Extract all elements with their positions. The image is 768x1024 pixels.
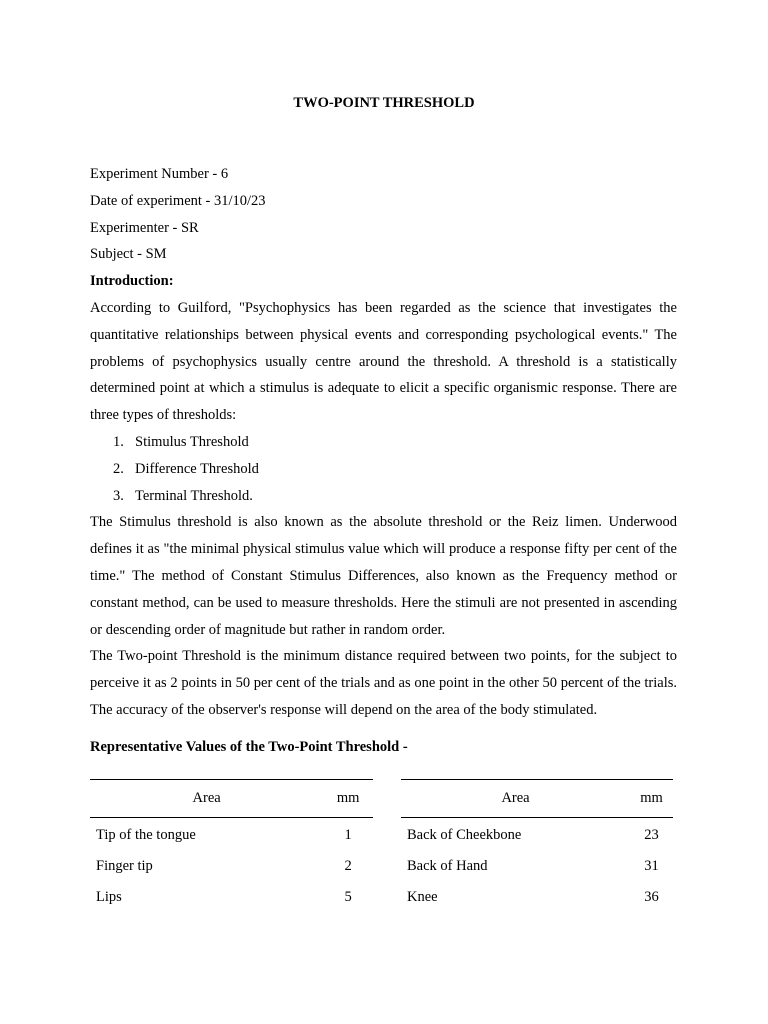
table-cell-mm: 36: [644, 889, 659, 905]
introduction-heading: Introduction:: [90, 273, 174, 290]
introduction-paragraph-2: The Stimulus threshold is also known as the absolute threshold or the Reiz limen. Underwood defines it as "the minimal physical stimulus value which will produce a response fifty per cent of the time." The method of Constant Stimulus Differences, also known as the Frequency method or constant method, can be used to measure thresholds. Here the stimuli are not presented in ascending or descending order of magnitude but rather in random order.: [90, 514, 677, 638]
column-header-area: Area: [90, 780, 323, 818]
table-cell-mm: 31: [644, 858, 659, 874]
list-item-text: Terminal Threshold.: [135, 487, 253, 504]
table-cell-area: Tip of the tongue: [96, 827, 196, 843]
values-table-left: [90, 779, 373, 913]
experimenter: Experimenter - SR: [90, 219, 199, 236]
table-cell-area: Finger tip: [96, 858, 153, 874]
list-item: [90, 483, 677, 510]
table-cell-mm: 1: [344, 827, 352, 843]
table-row: [90, 851, 373, 882]
experiment-number: Experiment Number - 6: [90, 166, 229, 182]
introduction-paragraph-3: The Two-point Threshold is the minimum distance required between two points, for the subject to perceive it as 2 points in 50 per cent of the trials and as one point in the other 50 percent of the trials. The accuracy of the observer's response will depend on the area of the body stimulated.: [90, 648, 677, 718]
column-header-mm: mm: [630, 780, 673, 818]
column-header-mm: mm: [323, 780, 373, 818]
table-row: [90, 882, 373, 913]
table-heading: Representative Values of the Two-Point Threshold -: [90, 739, 408, 755]
list-item-number: 1.: [113, 433, 124, 450]
table-row: [401, 818, 673, 852]
table-row: [401, 851, 673, 882]
introduction-paragraph-1: According to Guilford, "Psychophysics has been regarded as the science that investigates the quantitative relationships between physical events and corresponding psychological events." The problems of psychophysics usually centre around the threshold. A threshold is a statistically determined point at which a stimulus is adequate to elicit a specific organismic response. There are three types of thresholds:: [90, 299, 677, 424]
table-cell-area: Back of Hand: [407, 858, 488, 874]
list-item-number: 3.: [113, 487, 124, 504]
experiment-date: Date of experiment - 31/10/23: [90, 192, 266, 209]
table-row: [401, 882, 673, 913]
table-cell-mm: 5: [344, 889, 352, 905]
list-item-text: Difference Threshold: [135, 460, 259, 477]
table-row: [90, 818, 373, 852]
table-cell-area: Knee: [407, 889, 438, 905]
document-body: [90, 161, 677, 724]
table-cell-area: Back of Cheekbone: [407, 827, 522, 843]
column-header-area: Area: [401, 780, 630, 818]
values-table-right: [401, 779, 673, 913]
document-title: TWO-POINT THRESHOLD: [293, 95, 475, 111]
list-item: [90, 429, 677, 456]
list-item: [90, 456, 677, 483]
table-cell-mm: 2: [344, 858, 352, 874]
table-cell-mm: 23: [644, 827, 659, 843]
list-item-text: Stimulus Threshold: [135, 433, 249, 450]
list-item-number: 2.: [113, 460, 124, 477]
subject: Subject - SM: [90, 246, 167, 263]
threshold-types-list: [90, 429, 677, 509]
table-cell-area: Lips: [96, 889, 122, 905]
